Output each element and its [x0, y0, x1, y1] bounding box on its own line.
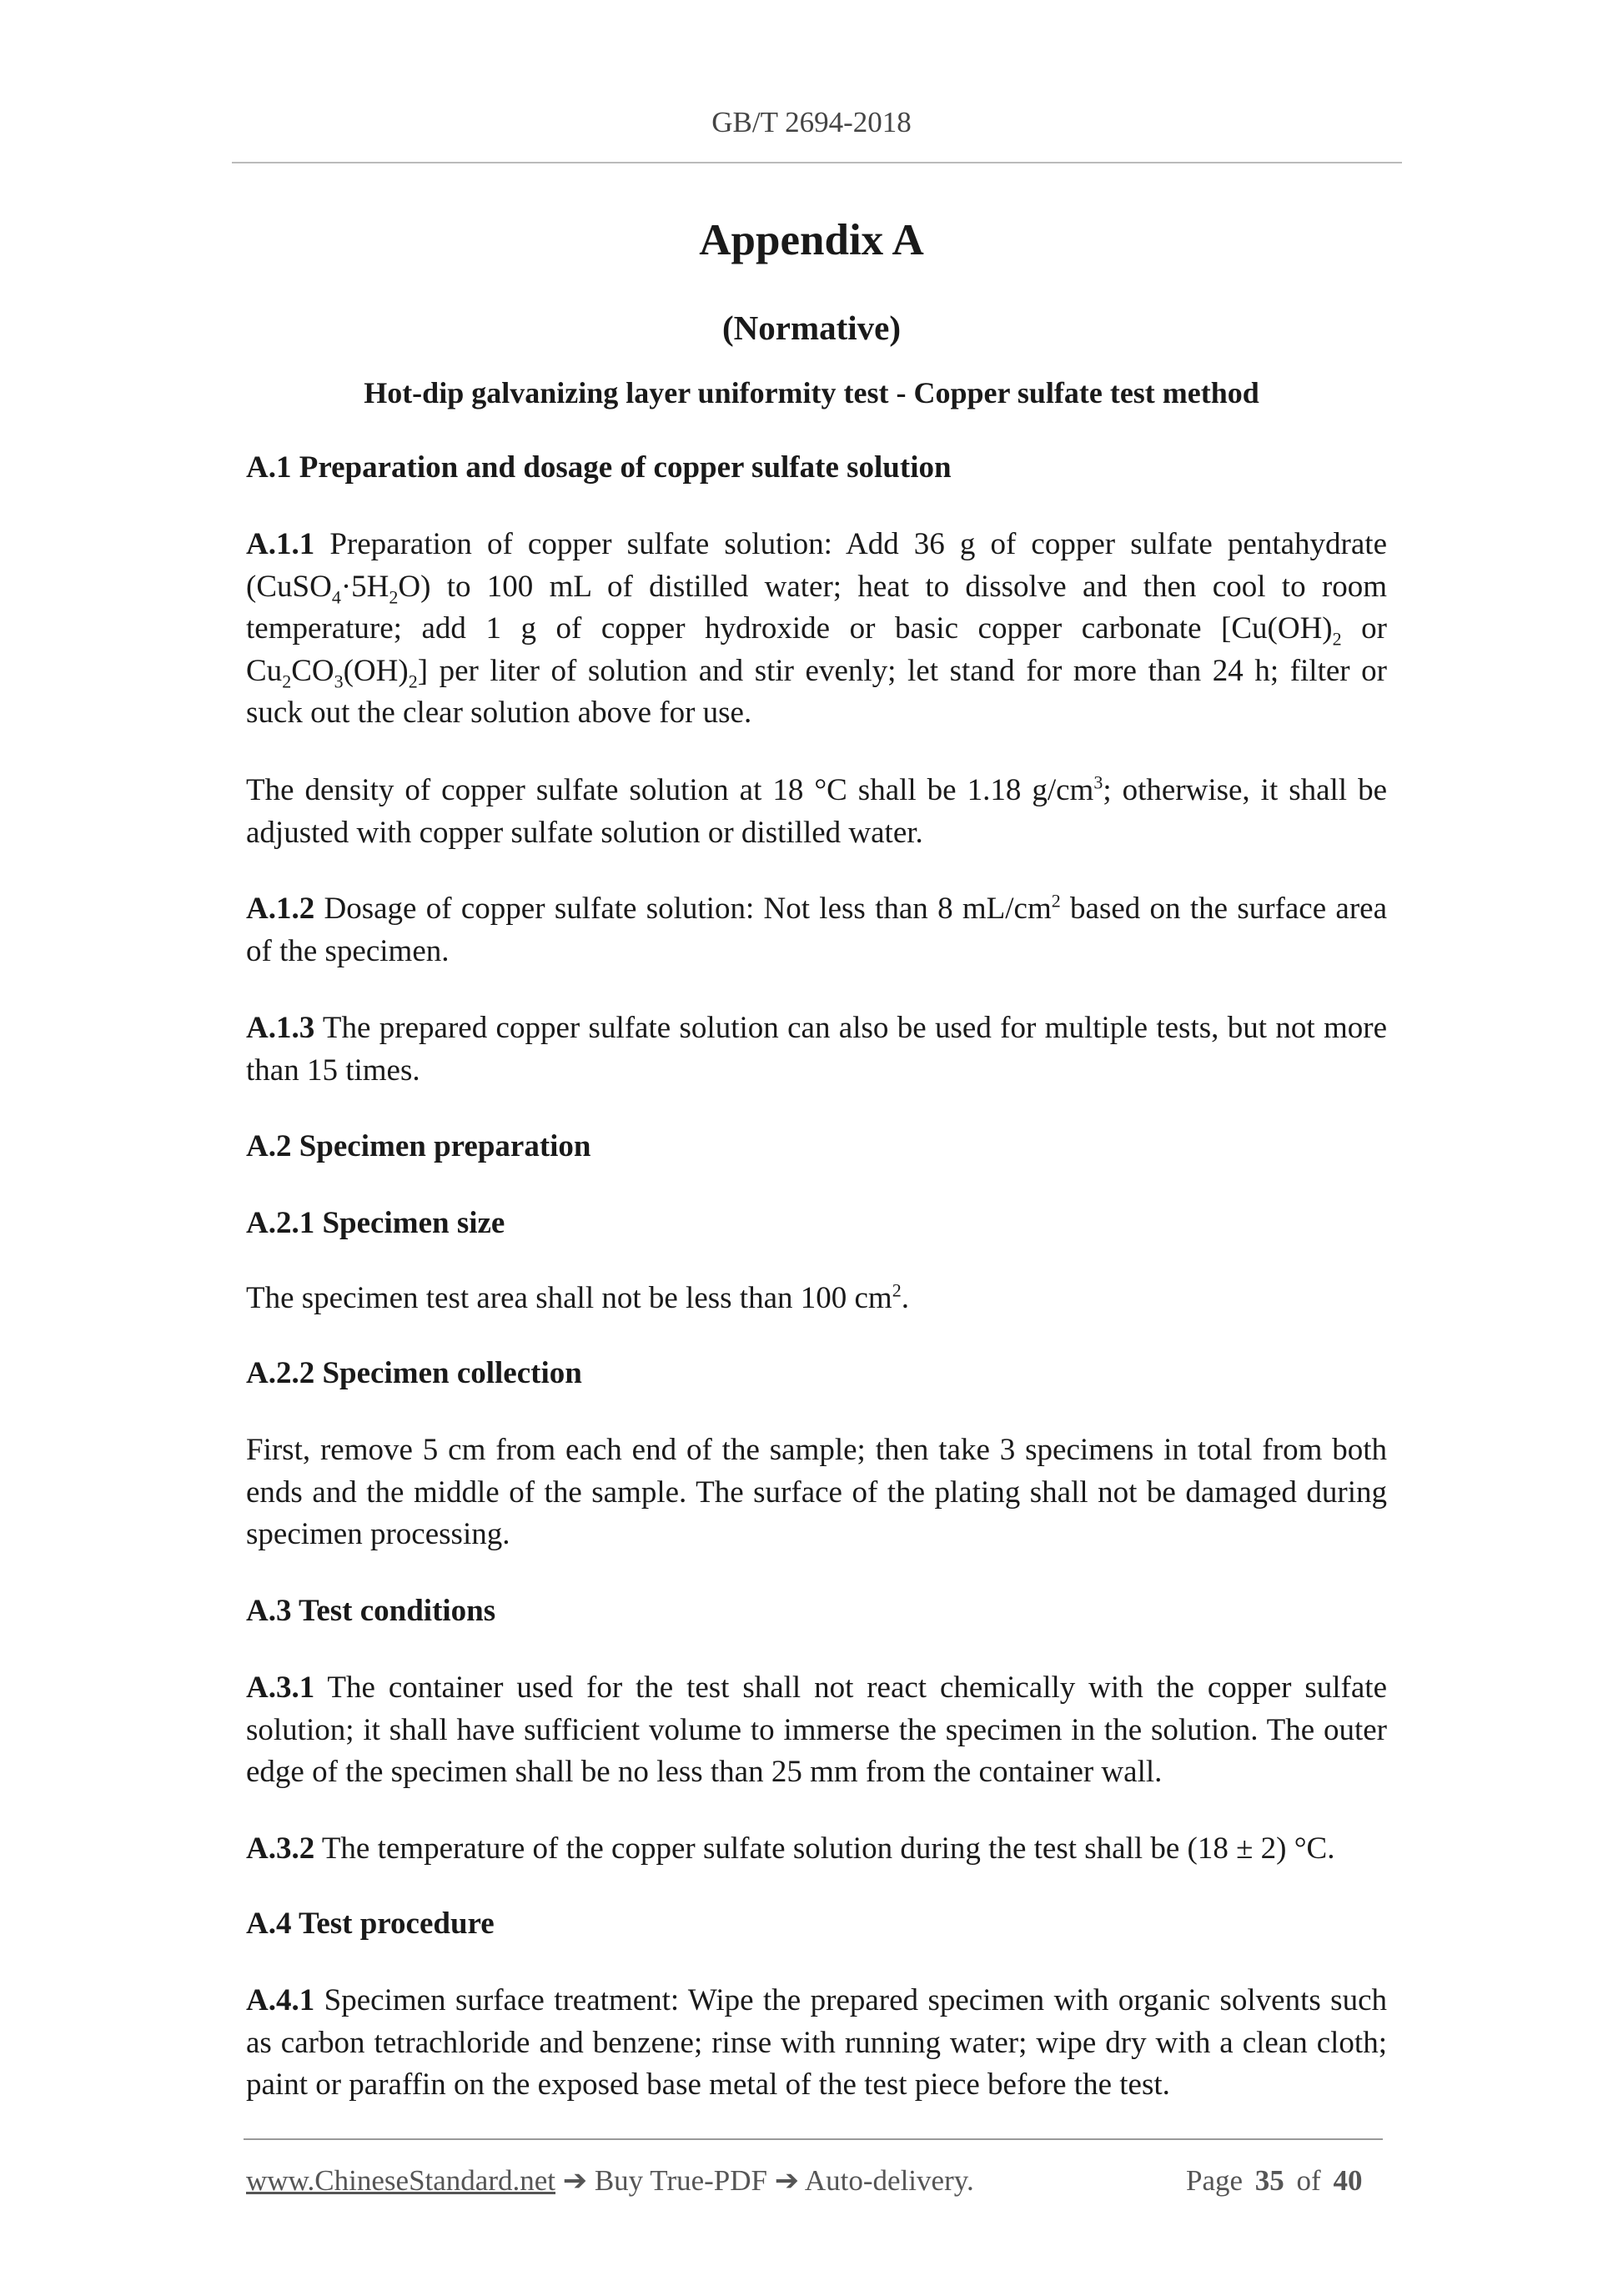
header-divider: [232, 162, 1402, 163]
paragraph: [246, 770, 1387, 854]
page-number: [1186, 2160, 1362, 2202]
text-run: The specimen test area shall not be less than 100 cm: [246, 1281, 892, 1315]
text-run: Specimen surface treatment: Wipe the prepared specimen with organic solvents such as carbon tetrachloride and benzene; rinse with running water; wipe dry with a clean cloth; paint or paraffin on the exposed base metal of the test piece before the test.: [246, 1983, 1387, 2102]
subscript: 2: [1332, 628, 1342, 650]
paragraph: [246, 1667, 1387, 1794]
footer-divider: [244, 2138, 1383, 2140]
text-run: .: [901, 1281, 909, 1315]
current-page: 35: [1254, 2164, 1284, 2197]
text-run: ; otherwise, it shall be adjusted with copper sulfate solution or distilled water.: [246, 773, 1387, 850]
subscript: 2: [282, 670, 292, 691]
text-run: or Cu: [246, 611, 1387, 688]
clause-number: A.4.1: [246, 1983, 315, 2017]
total-pages: 40: [1333, 2164, 1363, 2197]
paragraph: [246, 524, 1387, 735]
arrow-icon: ➔: [562, 2164, 588, 2197]
section-heading: [246, 1126, 1387, 1168]
clause-number: A.1.2: [246, 892, 315, 926]
section-heading: [246, 447, 1387, 490]
text-run: The density of copper sulfate solution at 18 °C shall be 1.18 g/cm: [246, 773, 1094, 807]
text-run: (OH): [343, 653, 409, 688]
text-run: First, remove 5 cm from each end of the sample; then take 3 specimens in total from both ends and the middle of the sample. The surface of the plating shall not be damaged during specimen processing.: [246, 1433, 1387, 1551]
document-code-header: GB/T 2694-2018: [711, 106, 912, 138]
paragraph: [246, 1980, 1387, 2107]
text-run: Preparation of copper sulfate solution: Add 36 g of copper sulfate pentahydrate (CuSO: [246, 527, 1387, 604]
website-link[interactable]: www.ChineseStandard.net: [246, 2164, 555, 2197]
buy-text: Buy True-PDF: [587, 2164, 775, 2197]
text-run: Dosage of copper sulfate solution: Not less than 8 mL/cm: [314, 892, 1052, 926]
clause-number: A.3.2: [246, 1831, 315, 1866]
appendix-title: Appendix A: [699, 216, 924, 264]
subscript: 4: [331, 585, 341, 607]
of-label: of: [1296, 2164, 1321, 2197]
paragraph: [246, 1278, 1387, 1320]
normative-label: (Normative): [721, 309, 901, 347]
paragraph: [246, 1007, 1387, 1092]
section-heading: [246, 1590, 1387, 1633]
subscript: 2: [389, 585, 399, 607]
delivery-text: Auto-delivery.: [799, 2164, 974, 2197]
clause-number: A.2.1 Specimen size: [246, 1206, 505, 1240]
text-run: ·5H: [340, 569, 389, 604]
text-run: based on the surface area of the specimen.: [246, 892, 1387, 968]
clause-number: A.3 Test conditions: [246, 1594, 496, 1628]
page-label: Page: [1186, 2164, 1244, 2197]
text-run: CO: [291, 653, 334, 688]
text-run: The temperature of the copper sulfate solution during the test shall be (18 ± 2) °C.: [314, 1831, 1335, 1866]
clause-number: A.3.1: [246, 1671, 315, 1705]
clause-number: A.4 Test procedure: [246, 1907, 495, 1941]
section-heading: [246, 1203, 1387, 1245]
section-heading: [246, 1903, 1387, 1946]
section-heading: [246, 1353, 1387, 1395]
paragraph: [246, 1828, 1387, 1871]
text-run: The prepared copper sulfate solution can also be used for multiple tests, but not more than 15 times.: [246, 1011, 1387, 1088]
clause-number: A.2 Specimen preparation: [246, 1129, 591, 1163]
appendix-subtitle: Hot-dip galvanizing layer uniformity test - Copper sulfate test method: [364, 376, 1259, 409]
paragraph: [246, 888, 1387, 972]
text-run: The container used for the test shall not react chemically with the copper sulfate solution; it shall have sufficient volume to immerse the specimen in the solution. The outer edge of the specimen shall be no less than 25 mm from the container wall.: [246, 1671, 1387, 1789]
clause-number: A.2.2 Specimen collection: [246, 1356, 582, 1390]
paragraph: [246, 1429, 1387, 1556]
superscript: 2: [1051, 890, 1061, 912]
subscript: 3: [334, 670, 344, 691]
clause-number: A.1 Preparation and dosage of copper sulfate solution: [246, 450, 952, 485]
superscript: 2: [892, 1279, 902, 1301]
arrow-icon: ➔: [774, 2164, 800, 2197]
clause-number: A.1.1: [246, 527, 315, 561]
footer-promo: [246, 2160, 974, 2202]
superscript: 3: [1093, 771, 1103, 793]
text-run: O) to 100 mL of distilled water; heat to dissolve and then cool to room temperature; add 1 g of copper hydroxide or basic copper carbonate [Cu(OH): [246, 569, 1387, 646]
text-run: ] per liter of solution and stir evenly; let stand for more than 24 h; filter or suck out the clear solution above for use.: [246, 653, 1387, 730]
subscript: 2: [408, 670, 418, 691]
clause-number: A.1.3: [246, 1011, 315, 1045]
